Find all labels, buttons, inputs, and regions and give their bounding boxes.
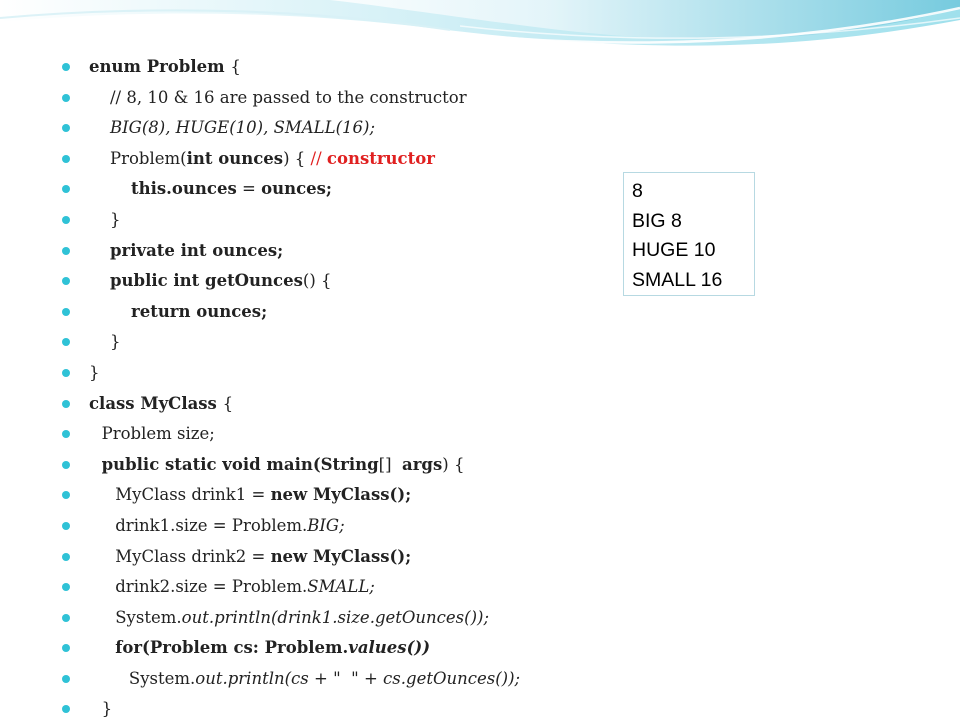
output-line: SMALL 16 xyxy=(632,268,723,291)
code-token: drink2.size = Problem. xyxy=(115,577,308,597)
code-token: drink1.size = Problem. xyxy=(115,515,308,535)
bullet-dot-icon xyxy=(62,583,70,591)
bullet-dot-icon xyxy=(62,522,70,530)
code-token: // xyxy=(310,148,327,168)
code-line-text xyxy=(89,389,233,420)
output-line: BIG 8 xyxy=(632,209,682,232)
code-line-text xyxy=(102,450,465,481)
code-line xyxy=(0,174,620,205)
code-line xyxy=(0,450,620,481)
code-line xyxy=(0,542,620,573)
bullet-dot-icon xyxy=(62,553,70,561)
bullet-dot-icon xyxy=(62,461,70,469)
code-line-text xyxy=(131,297,267,328)
code-token: { xyxy=(222,393,234,413)
code-token: BIG(8), HUGE(10), SMALL(16); xyxy=(110,118,376,138)
code-line xyxy=(0,113,620,144)
bullet-dot-icon xyxy=(62,614,70,622)
code-line-text xyxy=(110,205,121,236)
code-token: // 8, 10 & 16 are passed to the constructor xyxy=(110,87,467,107)
code-token: ) { xyxy=(283,148,311,168)
code-line-text xyxy=(115,603,489,634)
code-token: public static void main(String xyxy=(101,454,379,474)
code-line-text xyxy=(110,236,283,267)
code-line-text xyxy=(131,174,332,205)
code-line xyxy=(0,144,620,175)
code-token: out.println(drink1.size.getOunces()); xyxy=(181,607,490,627)
code-line-text xyxy=(115,633,430,664)
code-token: this.ounces xyxy=(131,179,237,199)
code-line-text xyxy=(89,358,100,389)
bullet-dot-icon xyxy=(62,185,70,193)
code-token: ) { xyxy=(442,454,465,474)
output-line: HUGE 10 xyxy=(632,239,716,261)
code-line-text xyxy=(110,144,435,175)
code-token: } xyxy=(110,332,121,352)
code-listing xyxy=(0,52,620,720)
bullet-dot-icon xyxy=(62,491,70,499)
code-token: } xyxy=(89,362,100,382)
code-line xyxy=(0,205,620,236)
bullet-dot-icon xyxy=(62,63,70,71)
bullet-dot-icon xyxy=(62,94,70,102)
code-token: new MyClass(); xyxy=(270,546,412,566)
code-line-text xyxy=(115,511,344,542)
code-line xyxy=(0,83,620,114)
code-token: return ounces; xyxy=(131,301,268,321)
code-line-text xyxy=(110,83,467,114)
code-line xyxy=(0,236,620,267)
code-token: public int getOunces xyxy=(110,271,303,291)
code-line xyxy=(0,358,620,389)
code-token: int ounces xyxy=(186,148,284,168)
code-token: values()) xyxy=(348,638,431,658)
code-token: Problem( xyxy=(110,148,187,168)
code-token: constructor xyxy=(326,148,435,168)
code-line-text xyxy=(89,52,241,83)
code-token: BIG; xyxy=(307,515,345,535)
code-token: System. xyxy=(115,607,182,627)
code-line xyxy=(0,297,620,328)
bullet-dot-icon xyxy=(62,277,70,285)
code-line-text xyxy=(115,542,411,573)
bullet-dot-icon xyxy=(62,216,70,224)
code-token: new MyClass(); xyxy=(270,485,412,505)
code-token: { xyxy=(230,57,241,76)
code-line xyxy=(0,266,620,297)
code-line xyxy=(0,52,620,83)
code-line xyxy=(0,572,620,603)
code-line-text xyxy=(110,113,375,144)
code-line-text xyxy=(102,419,215,450)
code-token: for(Problem cs: Problem. xyxy=(115,638,349,658)
code-token: () { xyxy=(302,271,332,291)
code-token: Problem size; xyxy=(101,424,215,444)
bullet-dot-icon xyxy=(62,675,70,683)
code-line xyxy=(0,664,620,695)
code-token: } xyxy=(101,699,113,719)
program-output-box xyxy=(623,172,755,296)
code-token: = xyxy=(236,179,262,199)
bullet-dot-icon xyxy=(62,338,70,346)
code-token: System. xyxy=(128,668,196,688)
code-line-text xyxy=(110,327,121,358)
bullet-dot-icon xyxy=(62,247,70,255)
code-line xyxy=(0,511,620,542)
code-line-text xyxy=(102,694,113,720)
code-token: class MyClass xyxy=(89,393,223,413)
code-line xyxy=(0,419,620,450)
code-line-text xyxy=(115,572,375,603)
code-line-text xyxy=(115,480,411,511)
code-token: args xyxy=(402,454,443,474)
bullet-dot-icon xyxy=(62,400,70,408)
code-line-text xyxy=(110,266,332,297)
code-token: enum Problem xyxy=(89,57,231,76)
bullet-dot-icon xyxy=(62,124,70,132)
output-line: 8 xyxy=(632,180,643,202)
code-token: private int ounces; xyxy=(110,240,284,260)
code-line xyxy=(0,327,620,358)
bullet-dot-icon xyxy=(62,430,70,438)
code-token: SMALL; xyxy=(307,577,375,597)
code-line xyxy=(0,633,620,664)
bullet-dot-icon xyxy=(62,155,70,163)
code-token: } xyxy=(110,209,121,229)
code-line-text xyxy=(129,664,520,695)
code-token: MyClass drink2 = xyxy=(115,546,271,566)
bullet-dot-icon xyxy=(62,308,70,316)
bullet-dot-icon xyxy=(62,705,70,713)
code-token: out.println(cs + " " + cs.getOunces()); xyxy=(195,668,521,688)
bullet-dot-icon xyxy=(62,369,70,377)
code-line xyxy=(0,603,620,634)
code-line xyxy=(0,694,620,720)
code-token: MyClass drink1 = xyxy=(115,485,271,505)
code-token: [] xyxy=(378,454,403,474)
bullet-dot-icon xyxy=(62,644,70,652)
code-line xyxy=(0,389,620,420)
code-token: ounces; xyxy=(261,179,333,199)
code-line xyxy=(0,480,620,511)
